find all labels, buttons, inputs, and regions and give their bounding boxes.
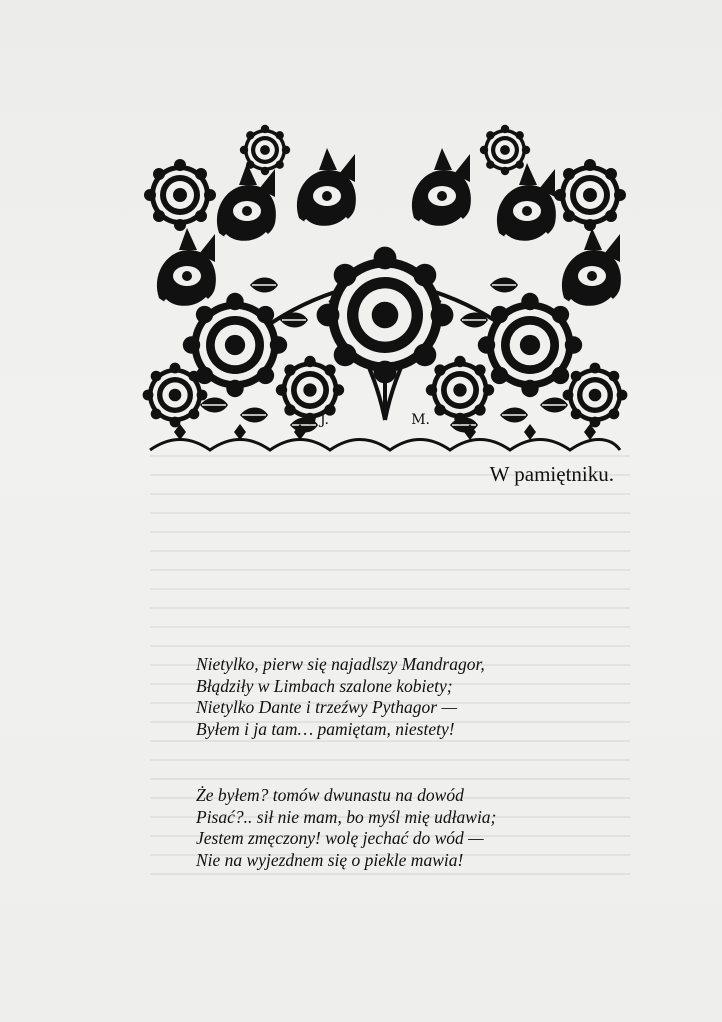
artist-monogram: [320, 412, 430, 434]
verse-line: Błądziły w Limbach szalone kobiety;: [196, 675, 453, 696]
verse-line: Nietylko, pierw się najadlszy Mandragor,: [196, 654, 485, 674]
verse-line: Nie na wyjezdnem się o piekle mawia!: [196, 849, 464, 870]
stanza-1: [196, 654, 485, 740]
initial-right: M.: [411, 412, 430, 428]
initial-left: J.: [320, 412, 329, 428]
verse-line: Pisać?.. sił nie mam, bo myśl mię udławia;: [196, 806, 497, 827]
floral-woodcut-ornament: [140, 120, 630, 460]
verse-line: Że byłem? tomów dwunastu na dowód: [196, 785, 464, 805]
stanza-2: [196, 785, 496, 871]
poem-title: W pamiętniku.: [489, 462, 614, 486]
verse-line: Nietylko Dante i trzeźwy Pythagor —: [196, 697, 458, 717]
verse-line: Byłem i ja tam… pamiętam, niestety!: [196, 718, 455, 739]
verse-line: Jestem zmęczony! wolę jechać do wód —: [196, 828, 484, 848]
